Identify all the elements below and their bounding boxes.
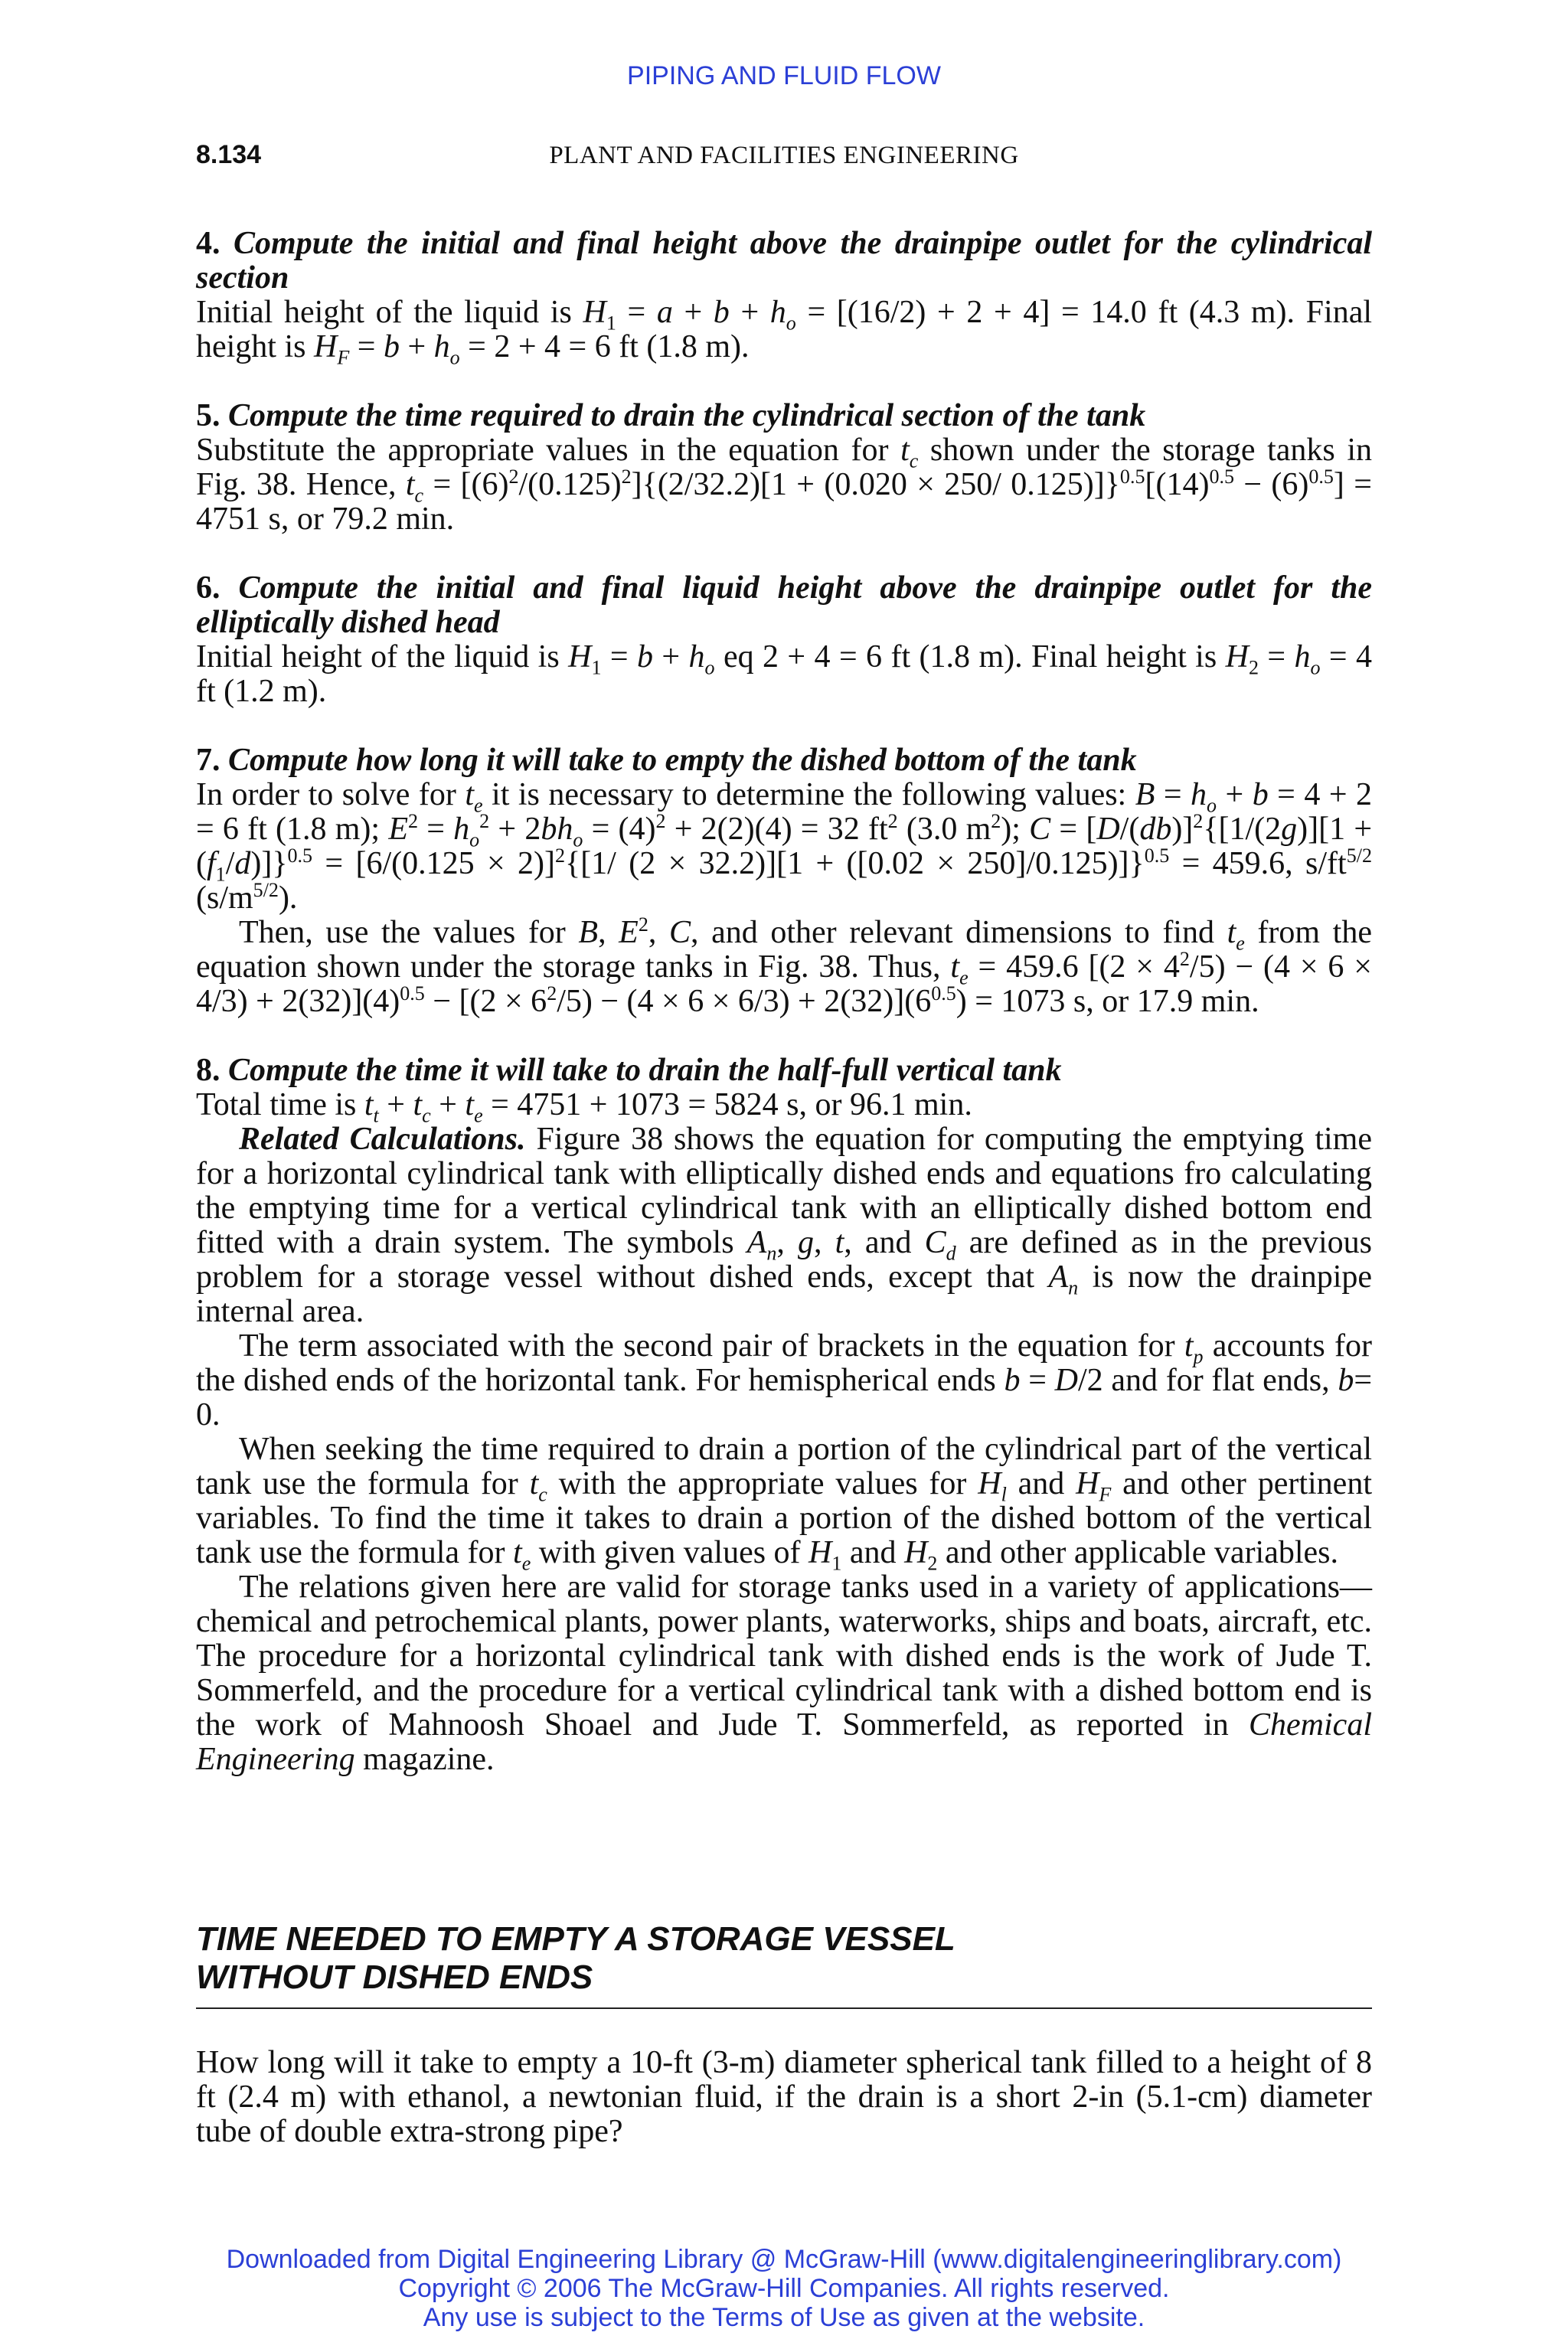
paragraph: The term associated with the second pair of brackets in the equation for $t_p$ accounts for the dished ends of the horizontal tank. For hemispherical ends b = D/2 and for flat ends, b= 0. [196, 1328, 1372, 1432]
body-text [196, 227, 1372, 1777]
step-heading: 5. Compute the time required to drain the cylindrical section of the tank [196, 398, 1146, 433]
paragraph: When seeking the time required to drain a portion of the cylindrical part of the vertical tank use the formula for $t_c$ with the appropriate values for $H_l$ and $H_F$ and other pertinent variables. To find the time it takes to drain a portion of the dished bottom of the vertical tank use the formula for $t_e$ with given values of $H_1$ and $H_2$ and other applicable variables. [196, 1432, 1372, 1575]
step-heading: 8. Compute the time it will take to drain the half-full vertical tank [196, 1053, 1062, 1088]
paragraph: The relations given here are valid for storage tanks used in a variety of applications—chemical and petrochemical plants, power plants, waterworks, ships and boats, aircraft, etc. The procedure for a horizontal cylindrical tank with dished ends is the work of Jude T. Sommerfeld, and the procedure for a vertical cylindrical tank with a dished bottom end is the work of Mahnoosh Shoael and Jude T. Sommerfeld, as reported in Chemical Engineering magazine. [196, 1570, 1372, 1777]
step-body: Total time is $t_t + t_c + t_e = 4751 + 1073 = 5824$ s, or 96.1 min. [196, 1087, 972, 1127]
footer [0, 2245, 1568, 2332]
step-5 [196, 399, 1372, 537]
page-number: 8.134 [196, 140, 262, 169]
step-8 [196, 1054, 1372, 1777]
problem-statement: How long will it take to empty a 10-ft (3-m) diameter spherical tank filled to a height of 8 ft (2.4 m) with ethanol, a newtonian fluid, if the drain is a short 2-in (5.1-cm) diameter tube of double extra-strong pipe? [196, 2045, 1372, 2149]
running-head: PLANT AND FACILITIES ENGINEERING [549, 142, 1019, 169]
chapter-link[interactable]: PIPING AND FLUID FLOW [627, 61, 941, 90]
step-heading: 6. Compute the initial and final liquid height above the drainpipe outlet for the elliptically dished head [196, 570, 1373, 640]
step-6 [196, 571, 1372, 709]
step-4 [196, 226, 1373, 369]
step-body: In order to solve for $t_e$ it is necessary to determine the following values: $B = h_o + b = 4 + 2 = 6$ ft (1.8 m); $E^2 = h_o^2 + 2bh_o = (4)^2 + 2(2)(4) = 32$ $ft^2$ (3.0 $m^2$); $C = [D/(db)]^2\{[1/(2g)][1 + (f_1/d)]\}^{0.5} = [6/(0.125 \times 2)]^2\{[1/$ (2 × 32.2)][1 + ([0.02 × 250]/0.125)]}$^{0.5}$ = 459.6, $s/ft^{5/2}$ $(s/m^{5/2})$. [196, 777, 1373, 916]
step-heading: 4. Compute the initial and final height above the drainpipe outlet for the cylindrical section [196, 226, 1373, 296]
step-heading: 7. Compute how long it will take to empty the dished bottom of the tank [196, 743, 1137, 778]
step-7 [196, 743, 1372, 1019]
footer-download-link[interactable]: Downloaded from Digital Engineering Library @ McGraw-Hill (www.digitalengineeringlibrary.com) [226, 2245, 1342, 2274]
footer-copyright: Copyright © 2006 The McGraw-Hill Companies. All rights reserved. [398, 2274, 1170, 2303]
related-calculations: Related Calculations. Figure 38 shows the equation for computing the emptying time for a horizontal cylindrical tank with elliptically dished ends and equations fro calculating the emptying time for a vertical cylindrical tank with an elliptically dished bottom end fitted with a drain system. The symbols $A_n$, g, t, and $C_d$ are defined as in the previous problem for a storage vessel without dished ends, except that $A_n$ is now the drainpipe internal area. [196, 1122, 1373, 1329]
footer-terms[interactable]: Any use is subject to the Terms of Use as given at the website. [423, 2303, 1145, 2332]
step-body: Substitute the appropriate values in the equation for $t_c$ shown under the storage tanks in Fig. 38. Hence, $t_c = [(6)^2/(0.125)^2]\{(2/32.2)[1 + (0.020 \times 250/$ $0.125)]\}^{0.5}[(14)^{0.5} - (6)^{0.5}] = 4751$ s, or 79.2 min. [196, 433, 1372, 537]
section-title: TIME NEEDED TO EMPTY A STORAGE VESSEL WITHOUT DISHED ENDS [196, 1920, 1372, 2009]
step-body: Initial height of the liquid is $H_1 = b + h_o$ eq 2 + 4 = 6 ft (1.8 m). Final height is $H_2 = h_o = 4$ ft (1.2 m). [196, 639, 1373, 709]
step-body: Initial height of the liquid is $H_1 = a + b + h_o = [(16/2) + 2 + 4] = 14.0$ ft (4.3 m). Final height is $H_F = b + h_o = 2 + 4 = 6$ ft (1.8 m). [196, 295, 1373, 369]
step-body-continued: Then, use the values for B, $E^2$, C, and other relevant dimensions to find $t_e$ from the equation shown under the storage tanks in Fig. 38. Thus, $t_e = 459.6$ $[(2 \times 4^2/5) - (4 \times 6 \times 4/3) + 2(32)](4)^{0.5} - [(2 \times 6^2/5) - (4 \times 6 \times 6/3) + 2(32)](6^{0.5}) = 1073$ s, or 17.9 min. [196, 913, 1372, 1019]
